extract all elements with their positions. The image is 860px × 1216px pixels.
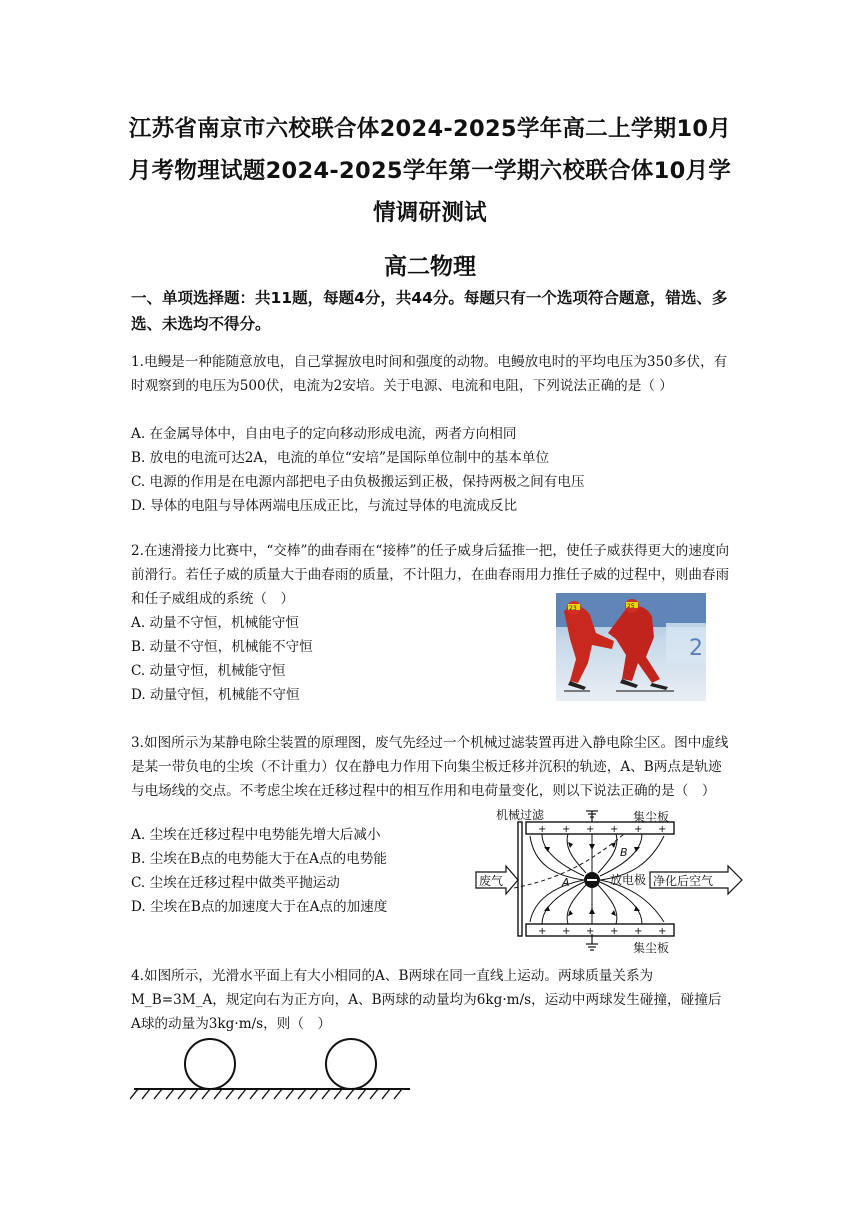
hatch-mark bbox=[202, 1089, 210, 1099]
exam-title bbox=[100, 108, 760, 234]
svg-text:+: + bbox=[538, 824, 547, 835]
hatch-mark bbox=[178, 1089, 186, 1099]
hatch-mark bbox=[382, 1089, 390, 1099]
point-a-label: A bbox=[562, 876, 570, 889]
q4-stem: 4.如图所示，光滑水平面上有大小相同的A、B两球在同一直线上运动。两球质量关系为M_B=3M_A，规定向右为正方向，A、B两球的动量均为6kg·m/s，运动中两球发生碰撞，碰撞后A球的动量为3kg·m/s，则（ ） bbox=[131, 968, 722, 1033]
q2-option-a: A. 动量不守恒，机械能守恒 bbox=[131, 615, 299, 631]
q2-option-c: C. 动量守恒，机械能守恒 bbox=[131, 663, 286, 679]
svg-text:+: + bbox=[634, 824, 643, 835]
electrode-label: 放电极 bbox=[610, 873, 647, 887]
hatch-mark bbox=[322, 1089, 330, 1099]
svg-text:+: + bbox=[586, 926, 595, 937]
section-heading: 一、单项选择题：共11题，每题4分，共44分。每题只有一个选项符合题意，错选、多选、未选均不得分。 bbox=[131, 289, 728, 333]
ball-a bbox=[185, 1039, 235, 1089]
svg-text:+: + bbox=[610, 926, 619, 937]
hatch-mark bbox=[298, 1089, 306, 1099]
title-line-2: 月考物理试题2024-2025学年第一学期六校联合体10月学 bbox=[128, 158, 732, 184]
hatch-mark bbox=[142, 1089, 150, 1099]
svg-text:+: + bbox=[610, 824, 619, 835]
hatch-mark bbox=[394, 1089, 402, 1099]
q3-option-b: B. 尘埃在B点的电势能大于在A点的电势能 bbox=[131, 851, 387, 867]
hatch-mark bbox=[358, 1089, 366, 1099]
q3-stem: 3.如图所示为某静电除尘装置的原理图，废气先经过一个机械过滤装置再进入静电除尘区。图中虚线是某一带负电的尘埃（不计重力）仅在静电力作用下向集尘板迁移并沉积的轨迹，A、B两点是轨迹与电场线的交点。不考虑尘埃在迁移过程中的相互作用和电荷量变化，则以下说法正确的是（ ） bbox=[131, 735, 729, 800]
hatch-mark bbox=[250, 1089, 258, 1099]
hatch-mark bbox=[274, 1089, 282, 1099]
hatch-mark bbox=[154, 1089, 162, 1099]
q1-option-b: B. 放电的电流可达2A，电流的单位“安培”是国际单位制中的基本单位 bbox=[131, 450, 550, 466]
q1-option-d: D. 导体的电阻与导体两端电压成正比，与流过导体的电流成反比 bbox=[131, 498, 518, 514]
title-line-3: 情调研测试 bbox=[372, 200, 487, 226]
mechanical-filter bbox=[518, 822, 522, 936]
title-line-1: 江苏省南京市六校联合体2024-2025学年高二上学期10月 bbox=[128, 116, 732, 142]
q1-stem: 1.电鳗是一种能随意放电，自己掌握放电时间和强度的动物。电鳗放电时的平均电压为350多伏，有时观察到的电压为500伏，电流为2安培。关于电源、电流和电阻，下列说法正确的是（ ） bbox=[131, 354, 728, 395]
ground-symbol-top bbox=[586, 811, 598, 822]
hatch-mark bbox=[214, 1089, 222, 1099]
q3-option-c: C. 尘埃在迁移过程中做类平抛运动 bbox=[131, 875, 340, 891]
outlet-label: 净化后空气 bbox=[653, 874, 714, 888]
hatch-mark bbox=[226, 1089, 234, 1099]
hatch-mark bbox=[130, 1089, 138, 1099]
collector-plate-bottom bbox=[526, 924, 674, 936]
collector-plate-label-bottom: 集尘板 bbox=[633, 941, 670, 955]
hatch-mark bbox=[346, 1089, 354, 1099]
skater-number-1: 23 bbox=[569, 605, 577, 612]
subject-heading: 高二物理 bbox=[384, 254, 476, 280]
hatch-mark bbox=[334, 1089, 342, 1099]
point-b-label: B bbox=[620, 846, 628, 859]
q2-option-d: D. 动量守恒，机械能不守恒 bbox=[131, 687, 300, 703]
skater-number-2: 25 bbox=[627, 603, 635, 610]
q1-option-c: C. 电源的作用是在电源内部把电子由负极搬运到正极，保持两极之间有电压 bbox=[131, 474, 585, 490]
q3-option-d: D. 尘埃在B点的加速度大于在A点的加速度 bbox=[131, 899, 388, 915]
svg-text:+: + bbox=[658, 926, 667, 937]
q2-option-b: B. 动量不守恒，机械能不守恒 bbox=[131, 639, 313, 655]
speed-skating-photo bbox=[556, 593, 706, 701]
hatch-mark bbox=[190, 1089, 198, 1099]
svg-text:+: + bbox=[634, 926, 643, 937]
collector-plate-label-top: 集尘板 bbox=[633, 810, 670, 824]
inlet-label: 废气 bbox=[479, 874, 504, 888]
hatch-mark bbox=[262, 1089, 270, 1099]
hatch-mark bbox=[166, 1089, 174, 1099]
hatch-mark bbox=[310, 1089, 318, 1099]
ball-b bbox=[326, 1039, 376, 1089]
svg-text:+: + bbox=[562, 926, 571, 937]
two-balls-figure bbox=[130, 1036, 414, 1102]
svg-text:2: 2 bbox=[689, 636, 703, 661]
q2-stem: 2.在速滑接力比赛中，“交棒”的曲春雨在“接棒”的任子威身后猛推一把，使任子威获得更大的速度向前滑行。若任子威的质量大于曲春雨的质量，不计阻力，在曲春雨用力推任子威的过程中，则曲春雨和任子威组成的系统（ ） bbox=[131, 543, 730, 608]
svg-text:+: + bbox=[658, 824, 667, 835]
surface-hatching bbox=[130, 1089, 402, 1099]
svg-text:+: + bbox=[562, 824, 571, 835]
q3-option-a: A. 尘埃在迁移过程中电势能先增大后减小 bbox=[131, 827, 381, 843]
filter-label: 机械过滤 bbox=[496, 808, 545, 822]
hatch-mark bbox=[238, 1089, 246, 1099]
q1-option-a: A. 在金属导体中，自由电子的定向移动形成电流，两者方向相同 bbox=[131, 426, 517, 442]
svg-text:+: + bbox=[586, 824, 595, 835]
svg-text:+: + bbox=[538, 926, 547, 937]
electrostatic-precipitator-diagram bbox=[474, 800, 746, 956]
hatch-mark bbox=[370, 1089, 378, 1099]
hatch-mark bbox=[286, 1089, 294, 1099]
